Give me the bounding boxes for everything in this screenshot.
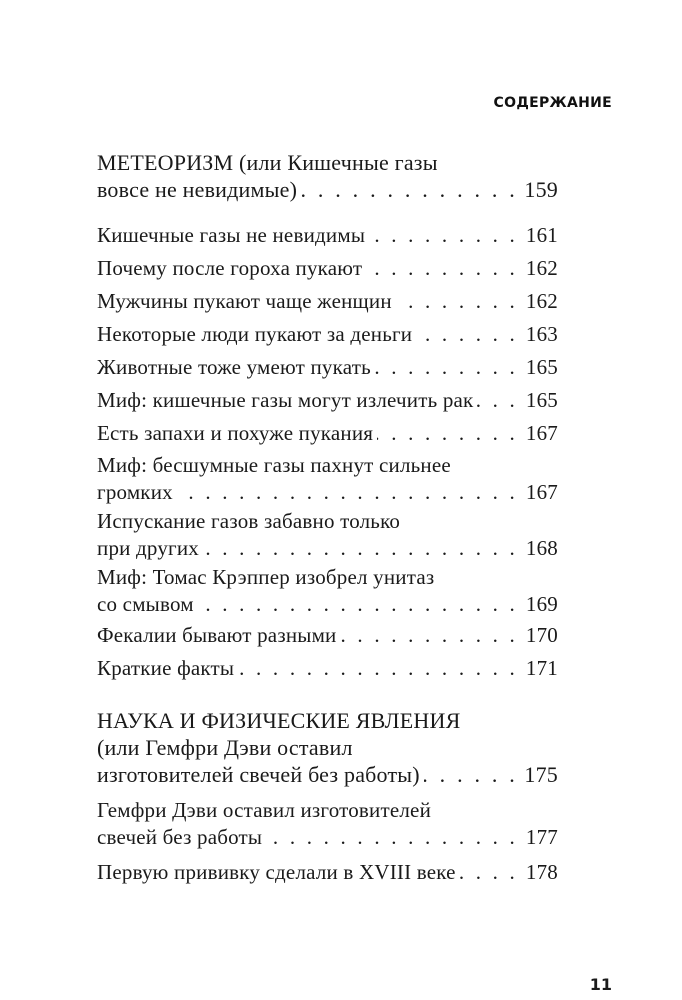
dot-leader bbox=[238, 655, 518, 682]
dot-leader bbox=[396, 288, 518, 315]
toc-entry bbox=[97, 387, 558, 414]
toc-entry-title: (или Гемфри Дэви оставил bbox=[97, 735, 353, 760]
toc-entry-line bbox=[97, 564, 558, 591]
toc-entry-line bbox=[97, 797, 558, 824]
toc-entry-line bbox=[97, 222, 558, 249]
running-title: СОДЕРЖАНИЕ bbox=[493, 95, 612, 111]
toc-page-number: 159 bbox=[524, 177, 558, 202]
toc-entry-line bbox=[97, 622, 558, 649]
toc-page-number: 165 bbox=[525, 355, 558, 379]
toc-entry-line bbox=[97, 535, 558, 562]
dot-leader bbox=[416, 321, 518, 348]
dot-leader bbox=[198, 591, 518, 618]
dot-leader bbox=[477, 387, 518, 414]
toc-entry-title: Фекалии бывают разными bbox=[97, 623, 337, 647]
toc-entry-line bbox=[97, 824, 558, 851]
toc-page-number: 178 bbox=[525, 860, 558, 884]
dot-leader bbox=[341, 622, 519, 649]
toc-entry bbox=[97, 797, 558, 851]
toc-entry-line bbox=[97, 387, 558, 414]
toc-entry-line bbox=[97, 734, 558, 761]
toc-page-number: 161 bbox=[525, 223, 558, 247]
toc-entry-title: свечей без работы bbox=[97, 825, 263, 849]
toc-entry-title: со смывом bbox=[97, 592, 194, 616]
toc-entry-title: изготовителей свечей без работы) bbox=[97, 762, 420, 787]
toc-entry bbox=[97, 420, 558, 447]
page-number: 11 bbox=[589, 975, 612, 994]
toc-entry-title: громких bbox=[97, 480, 173, 504]
toc-entry-line bbox=[97, 591, 558, 618]
toc-entry-line bbox=[97, 420, 558, 447]
toc-entry bbox=[97, 655, 558, 682]
toc-entry-title: при других bbox=[97, 536, 199, 560]
toc-entry-title: Миф: бесшумные газы пахнут сильнее bbox=[97, 453, 451, 477]
toc-entry-title: Испускание газов забавно только bbox=[97, 509, 401, 533]
toc-entry bbox=[97, 452, 558, 506]
dot-leader bbox=[377, 420, 518, 447]
toc-page-number: 169 bbox=[525, 592, 558, 616]
toc-entry-title: МЕТЕОРИЗМ (или Кишечные газы bbox=[97, 150, 438, 175]
toc-entry-line bbox=[97, 707, 558, 734]
dot-leader bbox=[203, 535, 518, 562]
toc-page-number: 171 bbox=[525, 656, 558, 680]
toc-entry-line bbox=[97, 452, 558, 479]
toc-page-number: 162 bbox=[525, 256, 558, 280]
toc-entry-line bbox=[97, 655, 558, 682]
toc-entry bbox=[97, 288, 558, 315]
toc-page-number: 170 bbox=[525, 623, 558, 647]
toc-entry-line bbox=[97, 508, 558, 535]
toc-page-number: 167 bbox=[525, 421, 558, 445]
toc-entry-title: Краткие факты bbox=[97, 656, 235, 680]
toc-section-entry bbox=[97, 707, 558, 788]
toc-entry bbox=[97, 321, 558, 348]
toc-entry-line bbox=[97, 859, 558, 886]
dot-leader bbox=[301, 176, 518, 203]
dot-leader bbox=[375, 354, 518, 381]
toc-entry-title: Есть запахи и похуже пукания bbox=[97, 421, 374, 445]
toc-entry-title: Миф: Томас Крэппер изобрел унитаз bbox=[97, 565, 435, 589]
toc-entry-line bbox=[97, 255, 558, 282]
toc-entry-title: Почему после гороха пукают bbox=[97, 256, 363, 280]
toc-entry bbox=[97, 222, 558, 249]
toc-entry-line bbox=[97, 288, 558, 315]
toc-entry-line bbox=[97, 761, 558, 788]
toc-entry-line bbox=[97, 176, 558, 203]
toc-entry-title: НАУКА И ФИЗИЧЕСКИЕ ЯВЛЕНИЯ bbox=[97, 708, 461, 733]
toc-page-number: 167 bbox=[525, 480, 558, 504]
toc-page-number: 165 bbox=[525, 388, 558, 412]
toc-page-number: 162 bbox=[525, 289, 558, 313]
toc-page-number: 168 bbox=[525, 536, 558, 560]
toc-page-number: 175 bbox=[524, 762, 558, 787]
dot-leader bbox=[460, 859, 518, 886]
toc-entry bbox=[97, 859, 558, 886]
dot-leader bbox=[177, 479, 518, 506]
dot-leader bbox=[369, 222, 518, 249]
toc-entry-title: Мужчины пукают чаще женщин bbox=[97, 289, 392, 313]
toc-entry-line bbox=[97, 354, 558, 381]
toc-entry bbox=[97, 255, 558, 282]
toc-entry-title: Кишечные газы не невидимы bbox=[97, 223, 366, 247]
toc-entry-title: Первую прививку сделали в XVIII веке bbox=[97, 860, 456, 884]
dot-leader bbox=[266, 824, 518, 851]
toc-page-number: 163 bbox=[525, 322, 558, 346]
toc-entry-title: Животные тоже умеют пукать bbox=[97, 355, 371, 379]
dot-leader bbox=[424, 761, 518, 788]
toc-entry bbox=[97, 564, 558, 618]
dot-leader bbox=[366, 255, 518, 282]
toc-entry bbox=[97, 354, 558, 381]
toc-entry bbox=[97, 508, 558, 562]
toc-page-number: 177 bbox=[525, 825, 558, 849]
toc-entry-title: Гемфри Дэви оставил изготовителей bbox=[97, 798, 432, 822]
toc-entry-line bbox=[97, 321, 558, 348]
toc-entry-title: Миф: кишечные газы могут излечить рак bbox=[97, 388, 474, 412]
toc-section-entry bbox=[97, 149, 558, 203]
toc-entry-title: Некоторые люди пукают за деньги bbox=[97, 322, 413, 346]
toc-entry-title: вовсе не невидимые) bbox=[97, 177, 298, 202]
toc-entry bbox=[97, 622, 558, 649]
toc-entry-line bbox=[97, 479, 558, 506]
toc-entry-line bbox=[97, 149, 558, 176]
